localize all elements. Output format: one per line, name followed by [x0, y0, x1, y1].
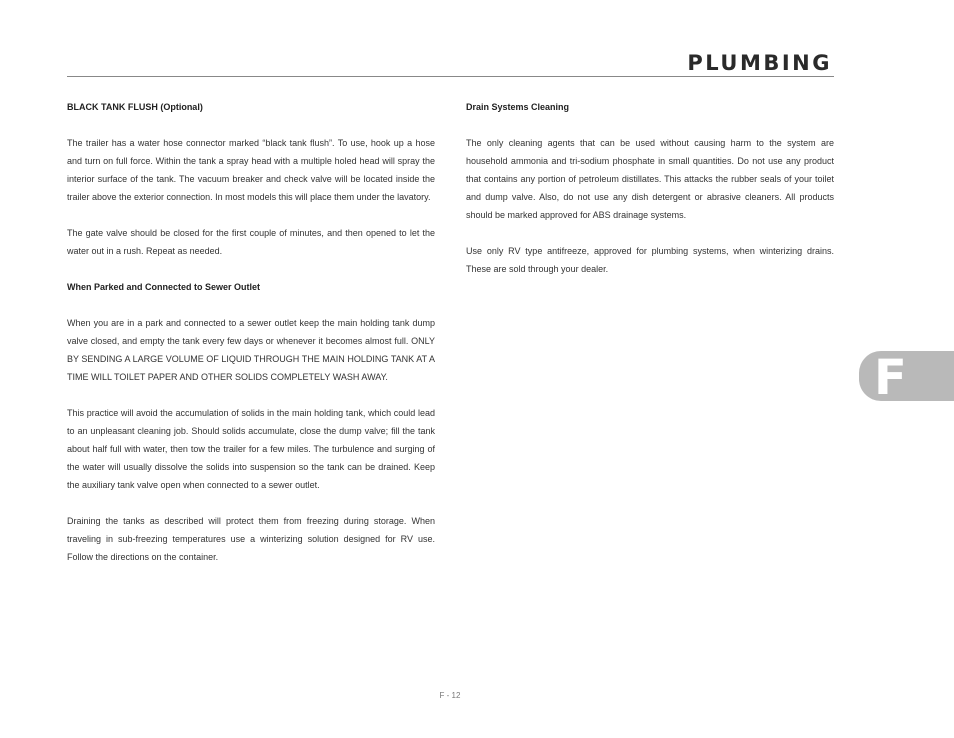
- antifreeze-paragraph: Use only RV type antifreeze, approved for plumbing systems, when winterizing drains. These are sold through your dealer.: [466, 246, 834, 274]
- drain-systems-cleaning-heading: Drain Systems Cleaning: [466, 102, 570, 112]
- draining-paragraph: Draining the tanks as described will protect them from freezing during storage. When traveling in sub-freezing temperatures use a winterizing solution designed for RV use. Follow the directions on the container.: [67, 516, 435, 562]
- sewer-outlet-paragraph: When you are in a park and connected to a sewer outlet keep the main holding tank dump valve closed, and empty the tank every few days or whenever it becomes almost full. ONLY BY SENDING A LARGE VOLUME OF LIQUID THROUGH THE MAIN HOLDING TANK AT A TIME WILL TOILET PAPER AND OTHER SOLIDS COMPLETELY WASH AWAY.: [67, 318, 435, 382]
- section-tab-letter: F: [874, 350, 907, 406]
- section-tab: [859, 350, 954, 406]
- cleaning-agents-paragraph: The only cleaning agents that can be used without causing harm to the system are household ammonia and tri-sodium phosphate in small quantities. Do not use any product that contains any portion of petroleum distillates. This attacks the rubber seals of your toilet and dump valve. Also, do not use any dish detergent or abrasive cleaners. All products should be marked approved for ABS drainage systems.: [466, 138, 834, 220]
- right-column: [466, 98, 834, 296]
- accumulation-paragraph: This practice will avoid the accumulation of solids in the main holding tank, which could lead to an unpleasant cleaning job. Should solids accumulate, close the dump valve; fill the tank about half full with water, then tow the trailer for a few miles. The turbulence and surging of the water will usually dissolve the solids into suspension so the tank can be drained. Keep the auxiliary tank valve open when connected to a sewer outlet.: [67, 408, 435, 490]
- gate-valve-paragraph: The gate valve should be closed for the first couple of minutes, and then opened to let the water out in a rush. Repeat as needed.: [67, 228, 435, 256]
- black-tank-flush-heading: BLACK TANK FLUSH (Optional): [67, 102, 203, 112]
- black-tank-flush-paragraph: The trailer has a water hose connector marked “black tank flush”. To use, hook up a hose and turn on full force. Within the tank a spray head with a multiple holed head will spray the interior surface of the tank. The vacuum breaker and check valve will be located inside the trailer above the exterior connection. In most models this will place them under the lavatory.: [67, 138, 435, 202]
- sewer-outlet-heading: When Parked and Connected to Sewer Outlet: [67, 282, 261, 292]
- page-number: F - 12: [439, 691, 461, 700]
- left-column: [67, 98, 435, 584]
- header-divider: [67, 76, 834, 77]
- page-title: PLUMBING: [687, 51, 832, 75]
